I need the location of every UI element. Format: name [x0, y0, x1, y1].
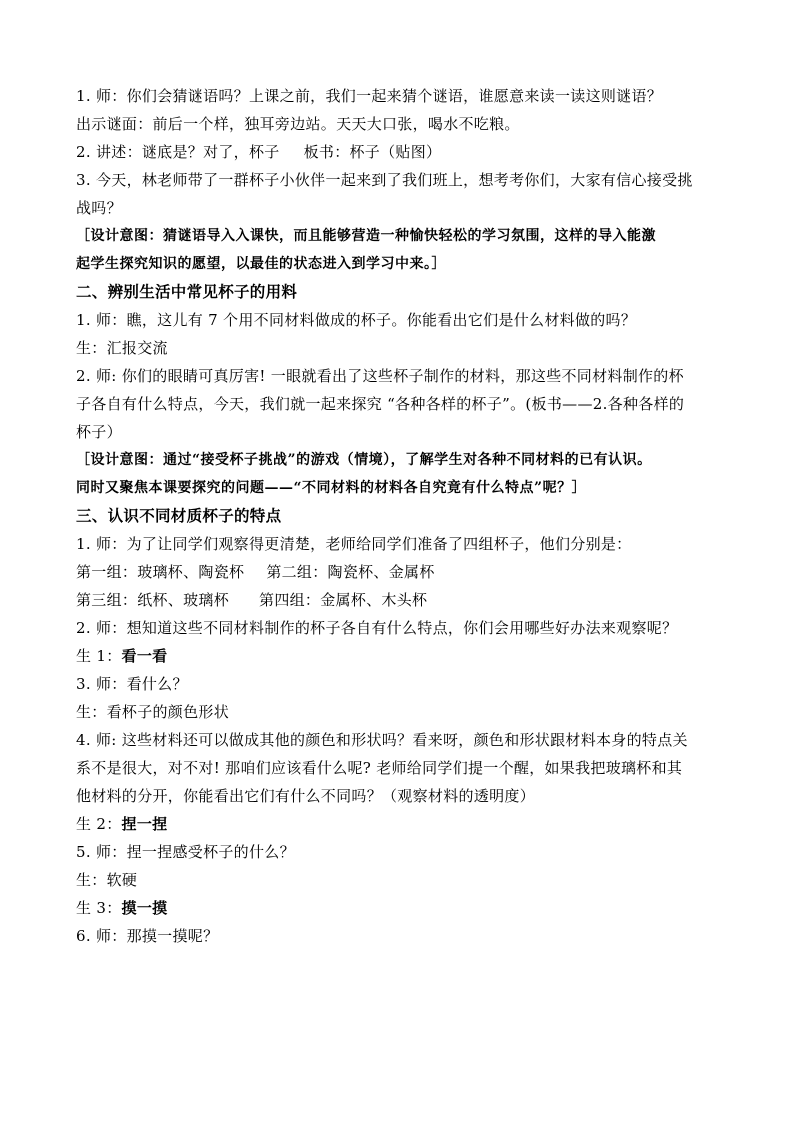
design-intent: 起学生探究知识的愿望，以最佳的状态进入到学习中来。］	[76, 256, 446, 272]
design-intent: ［设计意图：通过“接受杯子挑战”的游戏（情境），了解学生对各种不同材料的已有认识。	[76, 452, 652, 468]
section-heading: 二、辨别生活中常见杯子的用料	[76, 283, 298, 301]
design-intent: ［设计意图：猜谜语导入入课快，而且能够营造一种愉快轻松的学习氛围，这样的导入能激	[76, 228, 656, 244]
paragraph: 4. 师: 这些材料还可以做成其他的颜色和形状吗？看来呀，颜色和形状跟材料本身的特点关	[76, 731, 688, 749]
paragraph	[76, 138, 724, 166]
student-answer	[76, 642, 724, 670]
paragraph: 子各自有什么特点，今天，我们就一起来探究 “各种各样的杯子”。(板书——2.各种各样的	[76, 395, 685, 413]
group-label: 第二组：陶瓷杯、金属杯	[266, 563, 435, 581]
method-label: 摸一摸	[121, 899, 168, 917]
paragraph: 生：汇报交流	[76, 339, 168, 357]
group-row	[76, 558, 724, 586]
student-prefix: 生 1：	[76, 647, 122, 665]
design-intent: 同时又聚焦本课要探究的问题——“不同材料的材料各自究竟有什么特点”呢？］	[76, 480, 587, 496]
text-span: 板书：杯子（贴图）	[303, 143, 442, 161]
group-label: 第一组：玻璃杯、陶瓷杯	[76, 563, 245, 581]
paragraph: 生：看杯子的颜色形状	[76, 703, 230, 721]
paragraph: 1. 师：瞧，这儿有 7 个用不同材料做成的杯子。你能看出它们是什么材料做的吗？	[76, 311, 637, 329]
paragraph: 1. 师：你们会猜谜语吗？上课之前，我们一起来猜个谜语，谁愿意来读一读这则谜语？	[76, 87, 663, 105]
section-heading: 三、认识不同材质杯子的特点	[76, 507, 282, 525]
paragraph: 杯子）	[76, 423, 122, 441]
paragraph: 3. 今天，林老师带了一群杯子小伙伴一起来到了我们班上，想考考你们，大家有信心接受挑	[76, 171, 693, 189]
paragraph: 3. 师：看什么？	[76, 675, 188, 693]
student-answer	[76, 894, 724, 922]
text-span: 2. 讲述：谜底是？对了，杯子	[76, 143, 280, 161]
paragraph: 生：软硬	[76, 871, 138, 889]
paragraph: 2. 师：想知道这些不同材料制作的杯子各自有什么特点，你们会用哪些好办法来观察呢？	[76, 619, 678, 637]
paragraph: 5. 师：捏一捏感受杯子的什么？	[76, 843, 295, 861]
method-label: 捏一捏	[121, 815, 168, 833]
paragraph: 2. 师: 你们的眼睛可真厉害! 一眼就看出了这些杯子制作的材料，那这些不同材料制作的杯	[76, 367, 684, 385]
student-prefix: 生 3：	[76, 899, 122, 917]
document-body	[76, 82, 724, 950]
group-label: 第四组：金属杯、木头杯	[259, 591, 428, 609]
paragraph: 战吗？	[76, 199, 122, 217]
paragraph: 出示谜面：前后一个样，独耳旁边站。天天大口张，喝水不吃粮。	[76, 115, 520, 133]
paragraph: 系不是很大，对不对! 那咱们应该看什么呢? 老师给同学们提一个醒，如果我把玻璃杯和其	[76, 759, 683, 777]
group-row	[76, 586, 724, 614]
student-prefix: 生 2：	[76, 815, 122, 833]
paragraph: 他材料的分开，你能看出它们有什么不同吗？（观察材料的透明度）	[76, 787, 536, 805]
paragraph: 1. 师：为了让同学们观察得更清楚，老师给同学们准备了四组杯子，他们分别是：	[76, 535, 632, 553]
group-label: 第三组：纸杯、玻璃杯	[76, 591, 230, 609]
student-answer	[76, 810, 724, 838]
paragraph: 6. 师：那摸一摸呢？	[76, 927, 219, 945]
method-label: 看一看	[121, 647, 168, 665]
